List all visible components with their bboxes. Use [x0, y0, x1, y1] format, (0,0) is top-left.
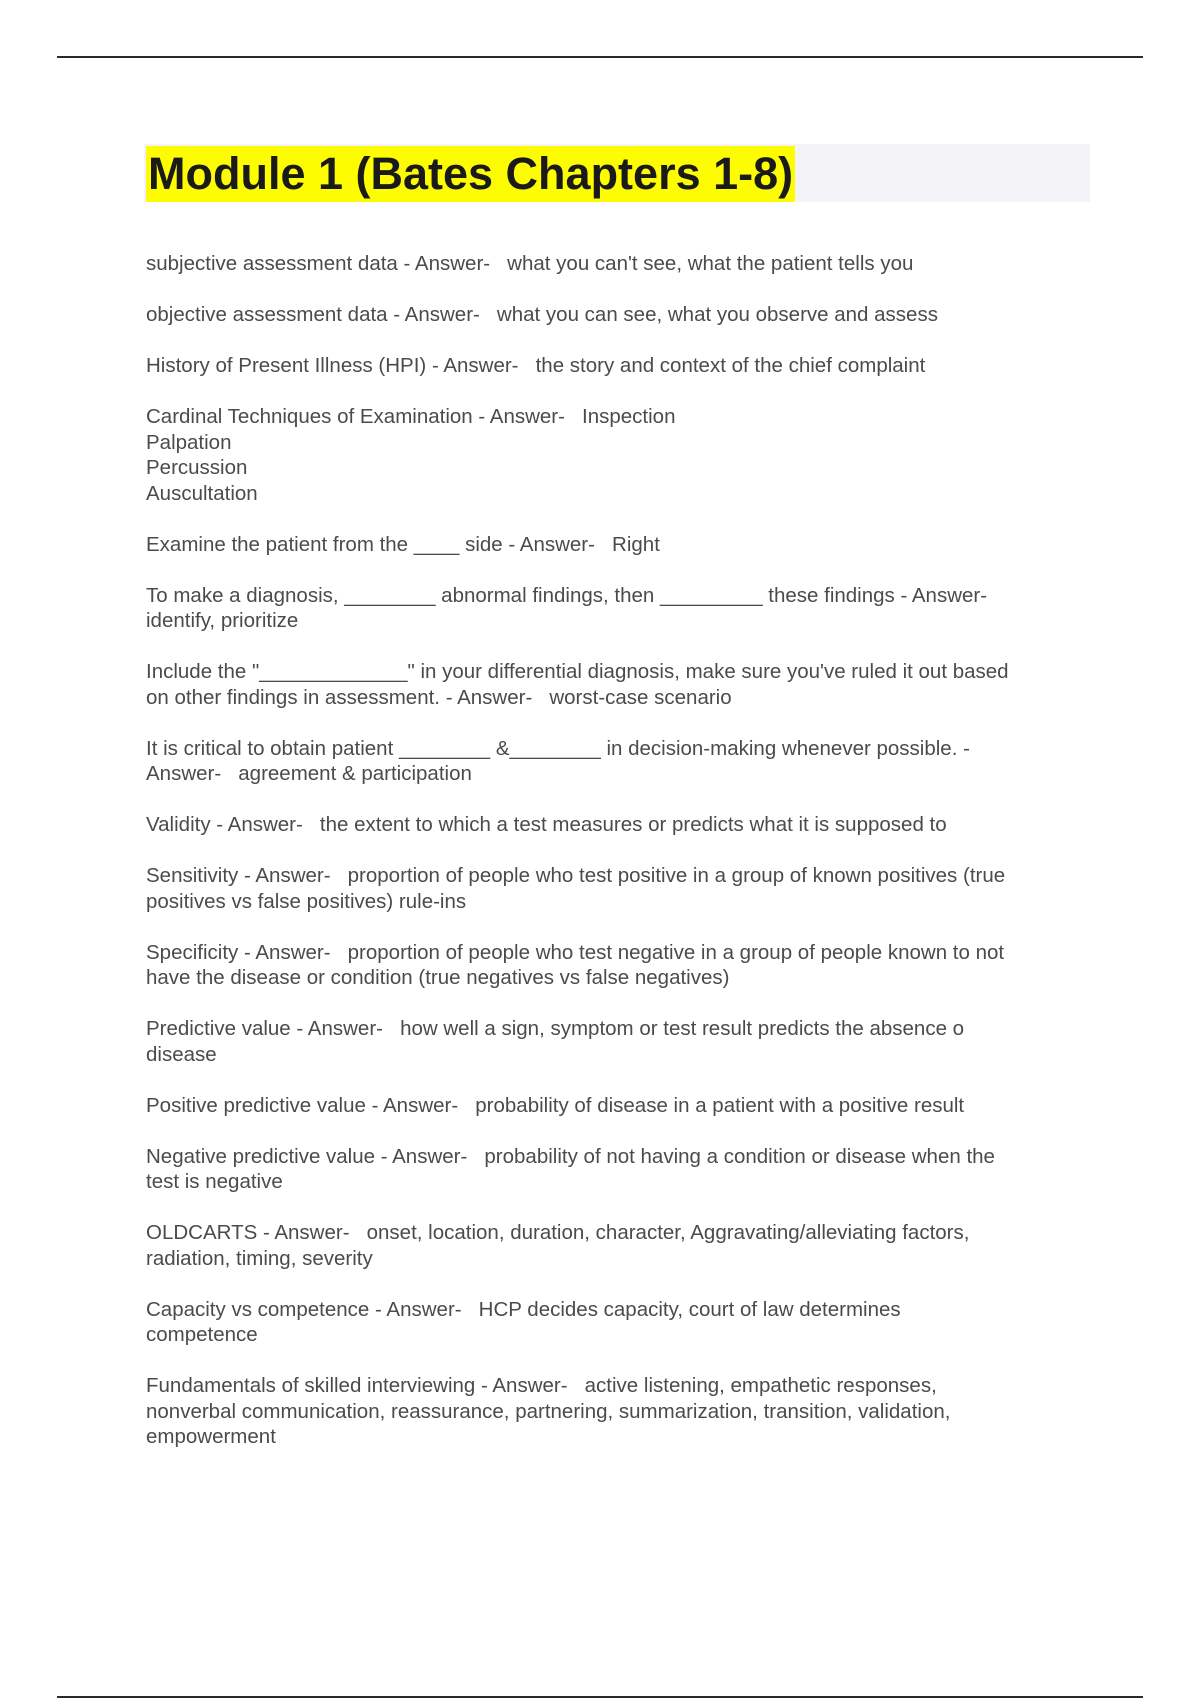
- top-rule: [57, 56, 1143, 58]
- qa-entry-line: identify, prioritize: [146, 609, 299, 632]
- qa-entry: [146, 863, 1096, 914]
- qa-entry-line: nonverbal communication, reassurance, partnering, summarization, transition, validation,: [146, 1399, 951, 1423]
- qa-entry: [146, 1016, 1096, 1067]
- qa-entry: [146, 1144, 1096, 1195]
- qa-entry-line: OLDCARTS - Answer- onset, location, duration, character, Aggravating/alleviating factors,: [146, 1221, 970, 1244]
- qa-entry: [146, 353, 1096, 379]
- qa-entry: [146, 302, 1096, 328]
- qa-entry: [146, 736, 1096, 787]
- qa-entry: [146, 1093, 1096, 1119]
- qa-entry-line: Capacity vs competence - Answer- HCP decides capacity, court of law determines: [146, 1297, 901, 1321]
- qa-entry-line: Include the "_____________" in your differential diagnosis, make sure you've ruled it out based: [146, 660, 1009, 683]
- qa-entry-line: It is critical to obtain patient ________ &________ in decision-making whenever possible. -: [146, 736, 970, 760]
- qa-entry-line: Validity - Answer- the extent to which a test measures or predicts what it is supposed to: [146, 813, 947, 836]
- qa-entry-line: To make a diagnosis, ________ abnormal findings, then _________ these findings - Answer-: [146, 583, 988, 607]
- qa-entry: [146, 659, 1096, 710]
- qa-entry-line: subjective assessment data - Answer- what you can't see, what the patient tells you: [146, 252, 914, 275]
- qa-entry: [146, 940, 1096, 991]
- qa-entry-line: Answer- agreement & participation: [146, 762, 472, 785]
- qa-entry-line: radiation, timing, severity: [146, 1246, 373, 1270]
- qa-entry-line: Cardinal Techniques of Examination - Answer- Inspection: [146, 405, 676, 428]
- qa-entry-line: have the disease or condition (true negatives vs false negatives): [146, 966, 730, 989]
- qa-entry-line: Palpation: [146, 430, 232, 454]
- qa-entry-line: Specificity - Answer- proportion of people who test negative in a group of people known to not: [146, 940, 1005, 964]
- qa-entry: [146, 1297, 1096, 1348]
- qa-entry-line: disease: [146, 1042, 217, 1066]
- qa-entry-line: Fundamentals of skilled interviewing - Answer- active listening, empathetic responses,: [146, 1374, 937, 1397]
- qa-entry: [146, 404, 1096, 506]
- qa-entry-line: positives vs false positives) rule-ins: [146, 889, 467, 913]
- qa-entry-line: Auscultation: [146, 481, 258, 505]
- qa-entry-line: Sensitivity - Answer- proportion of people who test positive in a group of known positives (true: [146, 864, 1006, 887]
- qa-entry-line: test is negative: [146, 1170, 283, 1193]
- qa-entry: [146, 1220, 1096, 1271]
- qa-entry-line: objective assessment data - Answer- what you can see, what you observe and assess: [146, 303, 938, 326]
- qa-entry-line: History of Present Illness (HPI) - Answer- the story and context of the chief complaint: [146, 354, 926, 377]
- qa-entry-line: empowerment: [146, 1425, 276, 1448]
- qa-entry: [146, 251, 1096, 277]
- qa-list: [146, 251, 1096, 1475]
- qa-entry-line: Positive predictive value - Answer- probability of disease in a patient with a positive result: [146, 1093, 965, 1117]
- qa-entry-line: Examine the patient from the ____ side - Answer- Right: [146, 532, 660, 556]
- page-title: Module 1 (Bates Chapters 1-8): [146, 146, 795, 202]
- qa-entry-line: on other findings in assessment. - Answer- worst-case scenario: [146, 685, 732, 709]
- qa-entry-line: Percussion: [146, 456, 248, 479]
- qa-entry-line: competence: [146, 1323, 258, 1346]
- bottom-rule: [57, 1696, 1143, 1698]
- qa-entry: [146, 812, 1096, 838]
- qa-entry-line: Negative predictive value - Answer- probability of not having a condition or disease when the: [146, 1144, 995, 1168]
- qa-entry: [146, 583, 1096, 634]
- qa-entry: [146, 1373, 1096, 1450]
- qa-entry-line: Predictive value - Answer- how well a sign, symptom or test result predicts the absence o: [146, 1017, 965, 1040]
- qa-entry: [146, 532, 1096, 558]
